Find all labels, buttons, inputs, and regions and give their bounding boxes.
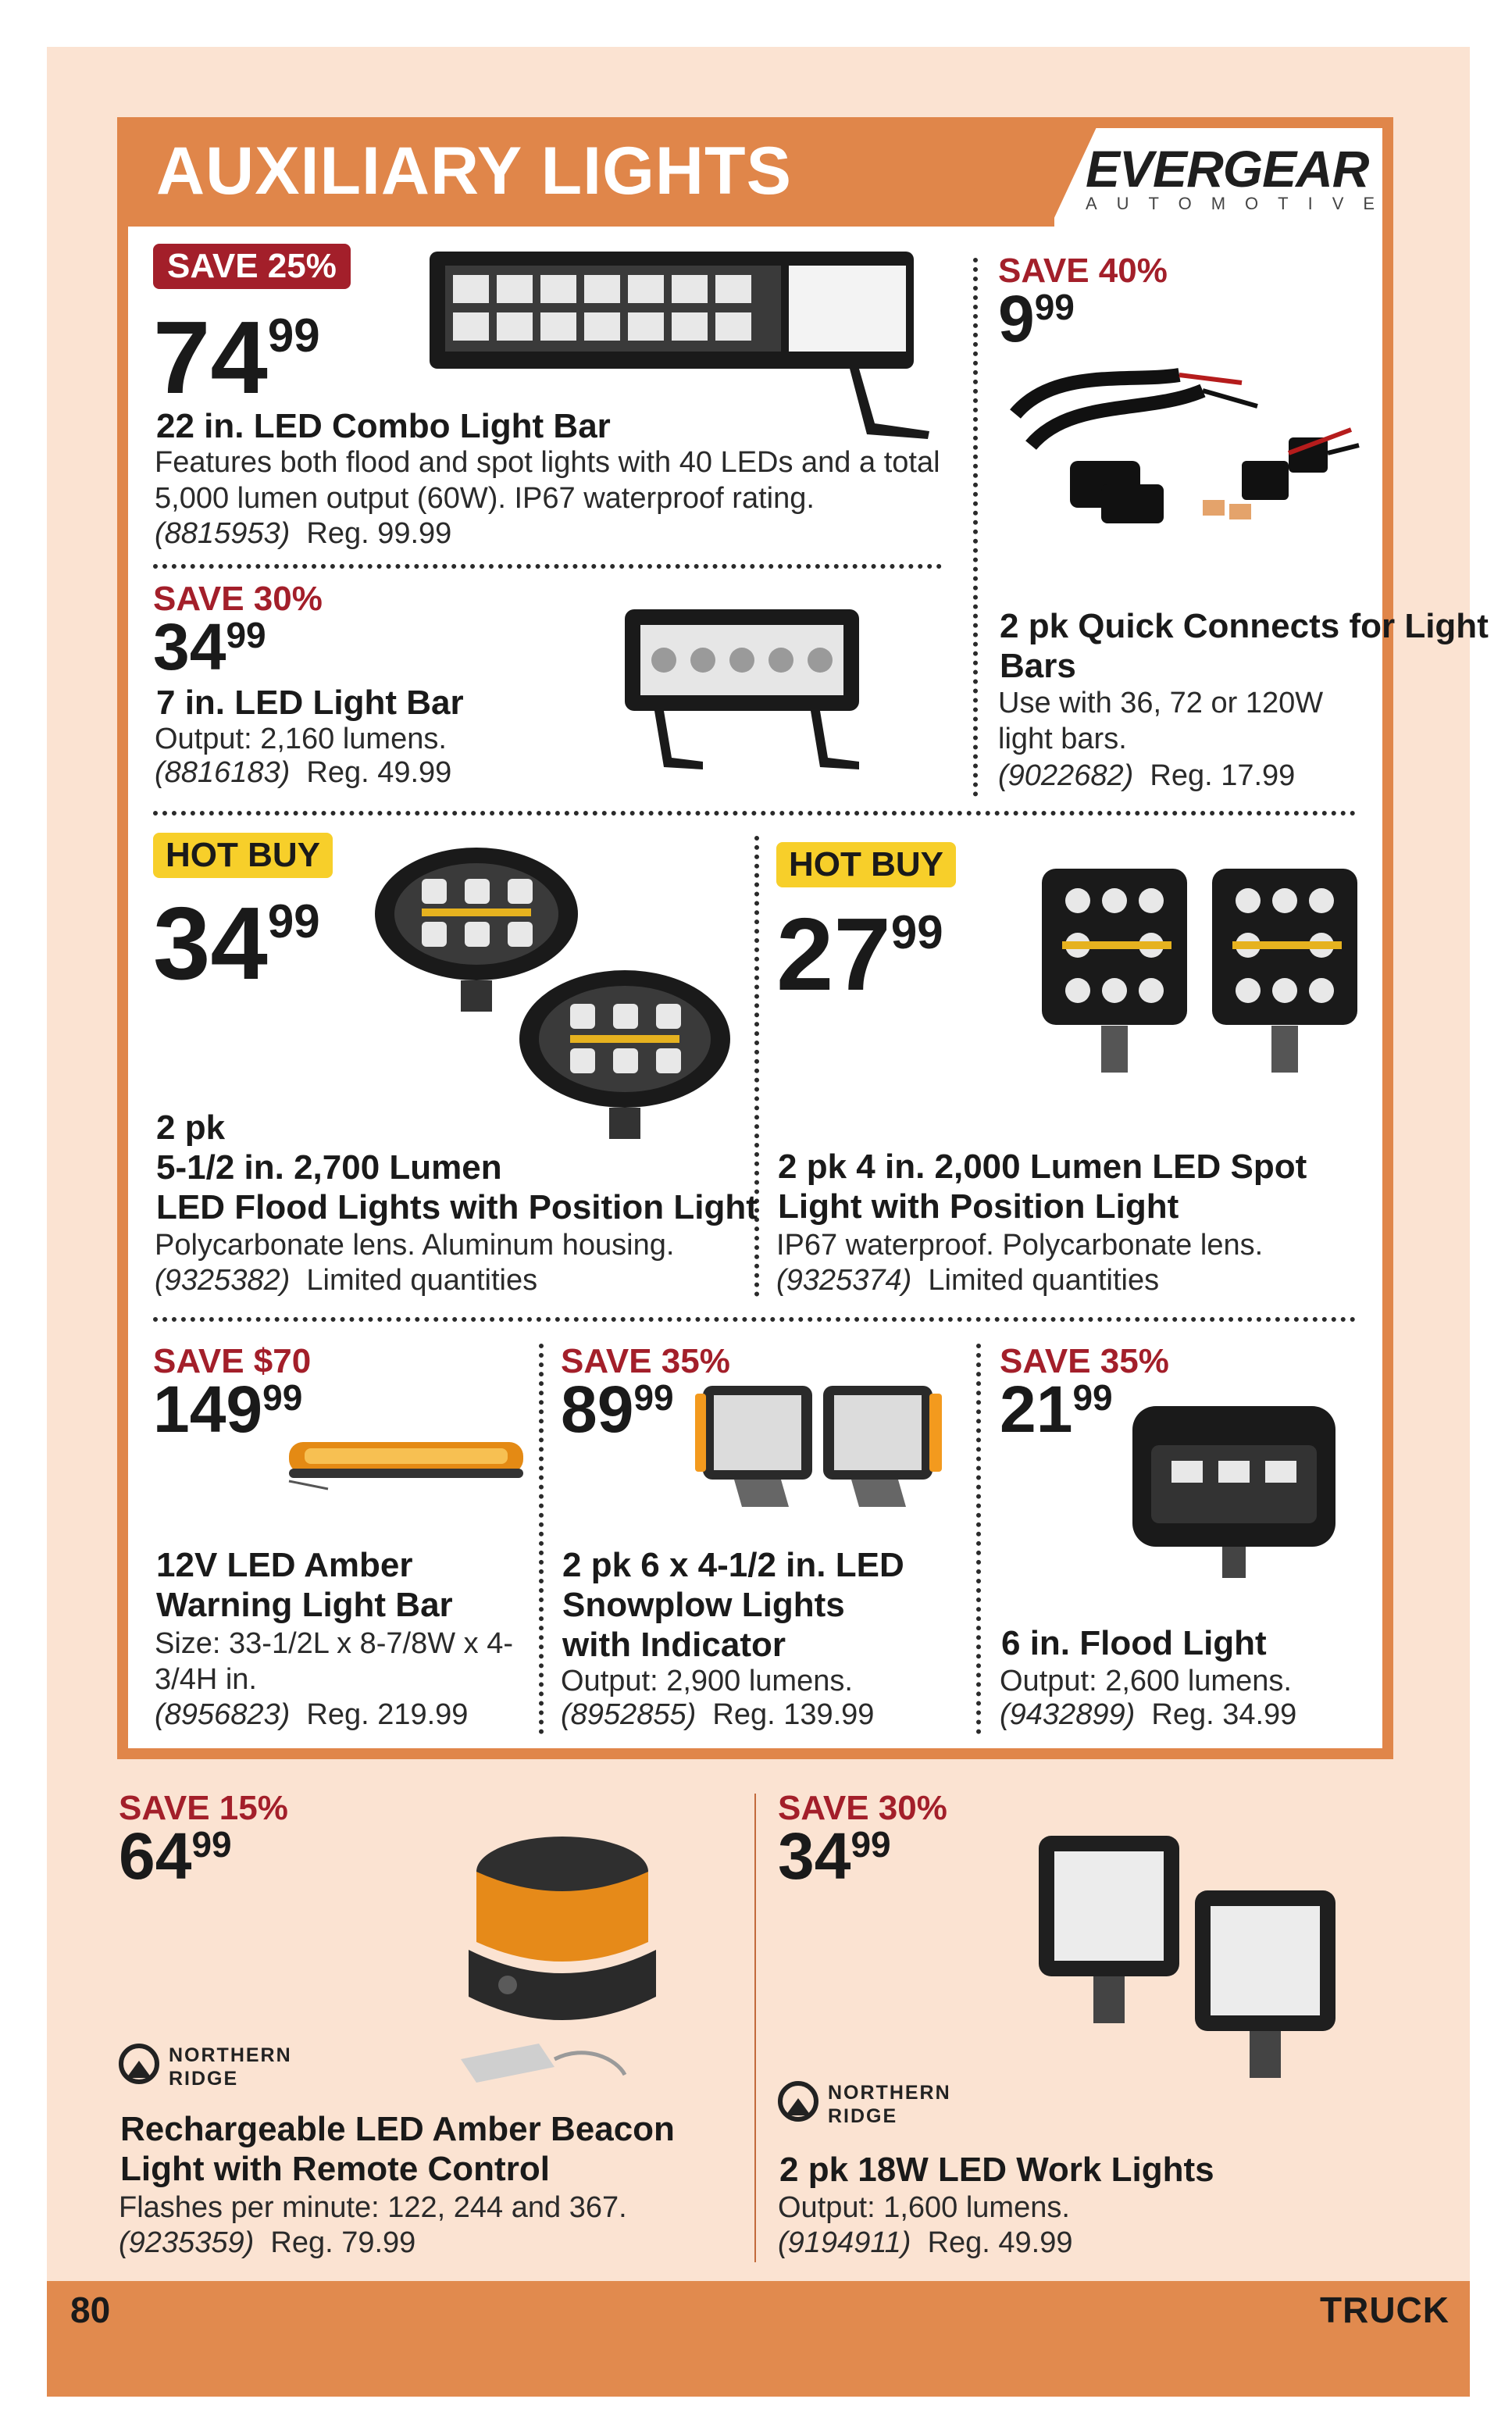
price: 14999 <box>153 1373 303 1446</box>
product-title: 2 pk 6 x 4-1/2 in. LED Snowplow Lights with Indicator <box>562 1546 904 1665</box>
product-sku: (8815953) Reg. 99.99 <box>155 517 452 550</box>
product-description: Output: 2,160 lumens. <box>155 723 447 755</box>
product-sku: (9235359) Reg. 79.99 <box>119 2226 416 2259</box>
section-label: TRUCK <box>1320 2290 1450 2330</box>
quick-connects-image <box>1007 367 1367 547</box>
snowplow-lights-image <box>695 1378 945 1526</box>
save-badge: SAVE 30% <box>153 580 323 618</box>
product-sku: (8956823) Reg. 219.99 <box>155 1698 469 1731</box>
product-sku: (9194911) Reg. 49.99 <box>778 2226 1073 2259</box>
product-title: 2 pk 4 in. 2,000 Lumen LED Spot Light with Position Light <box>778 1148 1307 1226</box>
save-badge: SAVE 25% <box>153 244 351 289</box>
product-sku: (8952855) Reg. 139.99 <box>561 1698 875 1731</box>
footer-bar <box>47 2281 1470 2397</box>
product-title: 6 in. Flood Light <box>1001 1624 1267 1662</box>
evergear-logo-sub: AUTOMOTIVE <box>1086 194 1395 213</box>
product-sku: (8816183) Reg. 49.99 <box>155 756 452 789</box>
price: 3499 <box>153 610 266 684</box>
price: 2199 <box>1000 1373 1113 1446</box>
product-sku: (9022682) Reg. 17.99 <box>998 759 1296 792</box>
product-sku: (9325382) Limited quantities <box>155 1264 538 1297</box>
hot-buy-badge: HOT BUY <box>153 833 333 878</box>
price: 6499 <box>119 1819 232 1893</box>
save-badge: SAVE 35% <box>561 1342 730 1380</box>
section-title: AUXILIARY LIGHTS <box>156 134 792 209</box>
price: 8999 <box>561 1373 674 1446</box>
amber-beacon-image <box>453 1825 765 2106</box>
product-description: Output: 1,600 lumens. <box>778 2191 1070 2224</box>
product-title: 2 pk 18W LED Work Lights <box>779 2151 1214 2189</box>
save-badge: SAVE 15% <box>119 1789 288 1827</box>
hot-buy-badge: HOT BUY <box>776 842 956 887</box>
product-description: Polycarbonate lens. Aluminum housing. <box>155 1229 675 1262</box>
product-description: Flashes per minute: 122, 244 and 367. <box>119 2191 627 2224</box>
product-description: IP67 waterproof. Polycarbonate lens. <box>776 1229 1264 1262</box>
price: 3499 <box>153 886 320 1001</box>
product-title: 22 in. LED Combo Light Bar <box>156 407 611 445</box>
product-description: Output: 2,600 lumens. <box>1000 1665 1292 1697</box>
spot-lights-image <box>1039 866 1367 1116</box>
price: 2799 <box>776 897 943 1012</box>
save-badge: SAVE 30% <box>778 1789 947 1827</box>
price: 999 <box>998 282 1075 355</box>
led-light-bar-image <box>617 594 867 773</box>
product-description: Size: 33-1/2L x 8-7/8W x 4-3/4H in. <box>155 1627 514 1696</box>
work-lights-image <box>1031 1828 1359 2133</box>
flood-light-image <box>1125 1398 1343 1594</box>
page-number: 80 <box>70 2290 111 2330</box>
product-sku: (9432899) Reg. 34.99 <box>1000 1698 1297 1731</box>
price: 3499 <box>778 1819 891 1893</box>
product-title: 2 pk 5-1/2 in. 2,700 Lumen LED Flood Lights with Position Light <box>156 1108 758 1227</box>
product-description: Use with 36, 72 or 120W light bars. <box>998 687 1324 755</box>
save-badge: SAVE 40% <box>998 252 1168 290</box>
product-title: 12V LED Amber Warning Light Bar <box>156 1546 453 1625</box>
product-title: 7 in. LED Light Bar <box>156 684 464 722</box>
product-title: 2 pk Quick Connects for Light Bars <box>1000 607 1489 686</box>
product-description: Output: 2,900 lumens. <box>561 1665 853 1697</box>
evergear-logo: EVERGEAR <box>1086 140 1369 198</box>
amber-warning-bar-image <box>281 1434 531 1505</box>
price: 7499 <box>153 300 320 415</box>
product-description: Features both flood and spot lights with 40 LEDs and a total 5,000 lumen output (60W). IP67 waterproof rating. <box>155 446 940 515</box>
product-sku: (9325374) Limited quantities <box>776 1264 1160 1297</box>
product-title: Rechargeable LED Amber Beacon Light with Remote Control <box>120 2110 675 2189</box>
save-badge: SAVE 35% <box>1000 1342 1169 1380</box>
save-badge: SAVE $70 <box>153 1342 312 1380</box>
